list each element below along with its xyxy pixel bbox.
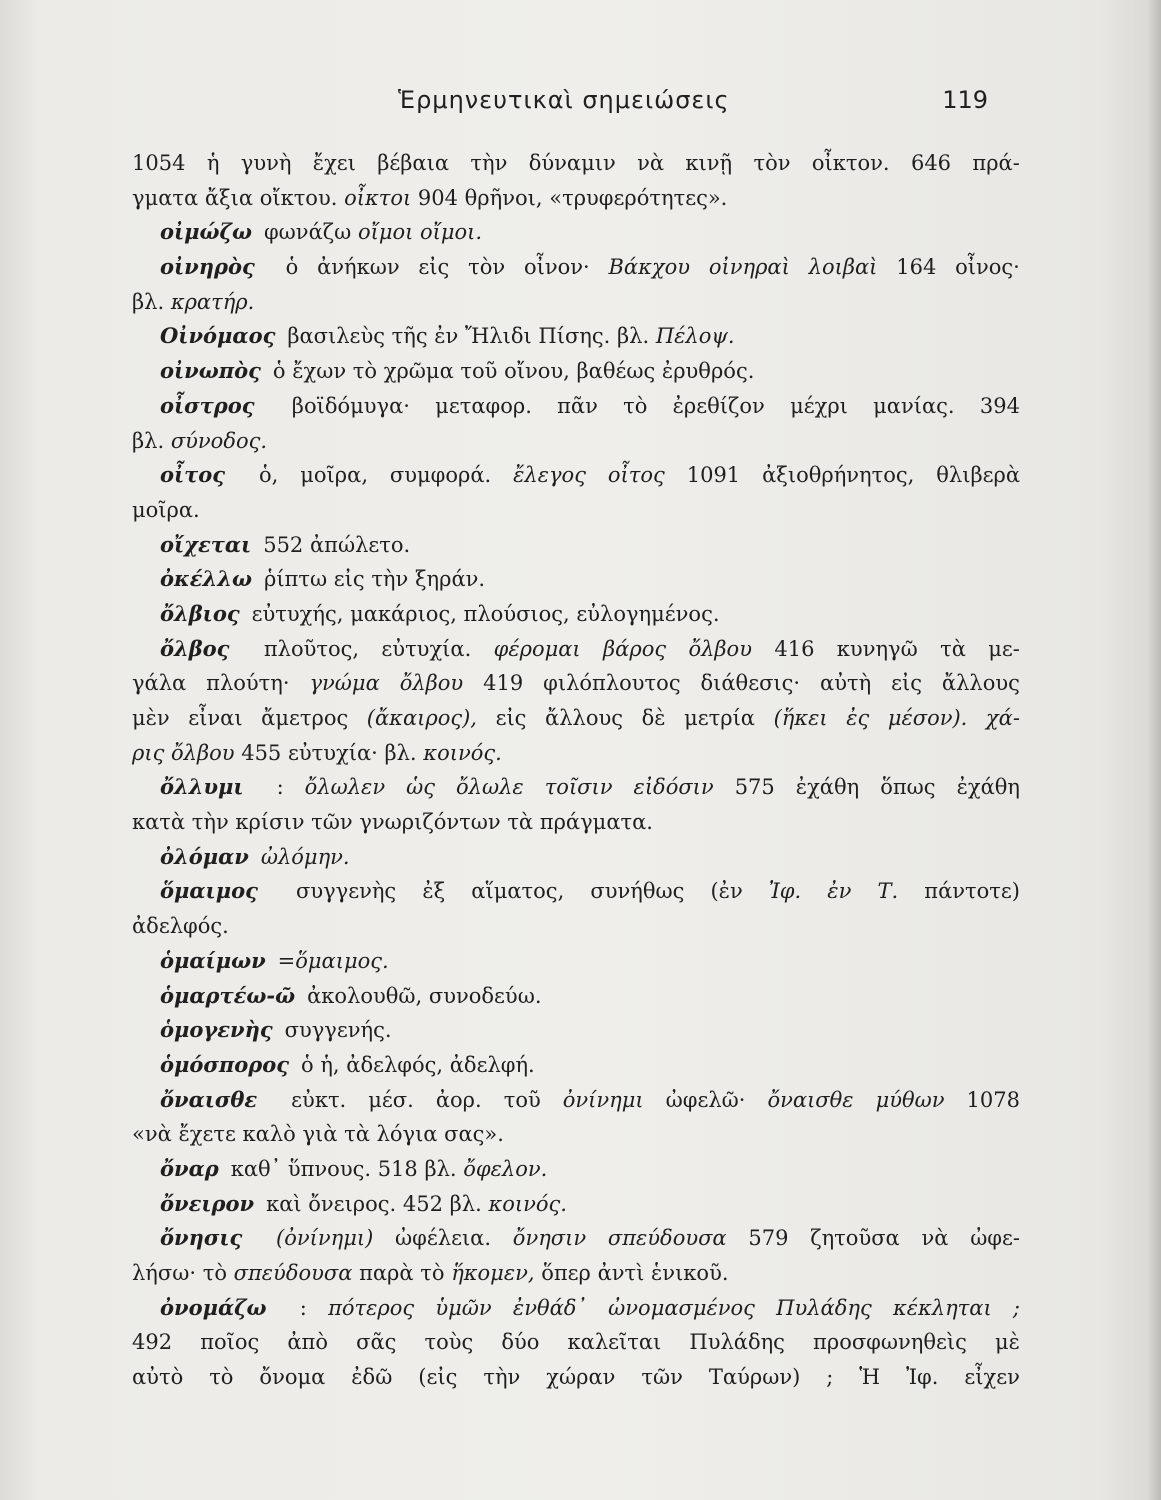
text-word: ὄνομα bbox=[259, 1365, 326, 1390]
text-word: μύθων bbox=[875, 1087, 945, 1112]
text-line bbox=[132, 146, 1020, 181]
headword: οἶστρος bbox=[160, 392, 255, 418]
text-word: ἐρεθίζον bbox=[672, 393, 765, 418]
text-word: μοῖρα, bbox=[300, 463, 368, 488]
text-segment: ῥίπτω εἰς τὴν ξηράν. bbox=[263, 567, 486, 592]
text-line bbox=[132, 1013, 1020, 1048]
text-word: ὠνομασμένος bbox=[608, 1295, 755, 1320]
text-word: πάντοτε) bbox=[924, 879, 1020, 904]
text-word: οἶτος bbox=[607, 463, 665, 488]
text-word: 164 bbox=[896, 255, 937, 280]
text-word: δύο bbox=[501, 1330, 540, 1355]
text-word: (ἐν bbox=[710, 879, 743, 904]
text-line bbox=[132, 215, 1020, 250]
text-word: μέχρι bbox=[790, 393, 848, 418]
text-word: φέρομαι bbox=[493, 636, 581, 661]
text-word: ἔλεγος bbox=[513, 463, 586, 488]
text-word: ἀπὸ bbox=[287, 1330, 329, 1355]
text-line bbox=[132, 1083, 1020, 1118]
text-word: εὐτυχία. bbox=[381, 636, 472, 661]
text-segment: κρατήρ. bbox=[170, 289, 255, 314]
headword: ὄνησις bbox=[160, 1225, 243, 1251]
text-line bbox=[132, 666, 1020, 701]
text-segment: 552 ἀπώλετο. bbox=[263, 532, 411, 557]
text-word: γυνὴ bbox=[240, 151, 292, 175]
text-word: Ἡ bbox=[859, 1365, 881, 1390]
text-line bbox=[132, 1152, 1020, 1187]
text-word: ἐχάθη bbox=[956, 775, 1020, 800]
text-word: συνήθως bbox=[590, 879, 685, 904]
text-word: κέκληται bbox=[892, 1295, 992, 1320]
text-segment: Πέλοψ. bbox=[655, 324, 735, 349]
text-line bbox=[132, 181, 1020, 216]
text-word: 394 bbox=[979, 393, 1020, 418]
text-word: τοῦ bbox=[503, 1087, 541, 1112]
text-word: δὲ bbox=[641, 706, 666, 730]
text-word: 416 bbox=[774, 636, 815, 661]
text-word: τοῖσιν bbox=[544, 775, 613, 800]
text-segment: γματα ἄξια οἴκτου. bbox=[132, 185, 345, 210]
text-word: ; bbox=[826, 1365, 834, 1390]
text-word: αὐτὴ bbox=[820, 671, 872, 696]
text-word: (ὀνίνημι) bbox=[276, 1226, 374, 1251]
running-title: Ἑρμηνευτικαὶ σημειώσεις bbox=[398, 86, 730, 114]
text-segment: εὐτυχής, μακάριος, πλούσιος, εὐλογημένος. bbox=[251, 601, 720, 626]
text-word: ὠφέλεια. bbox=[395, 1226, 492, 1251]
text-line bbox=[132, 805, 1020, 840]
text-word: τὸν bbox=[753, 151, 791, 175]
text-word: ὁ bbox=[285, 255, 299, 280]
text-word: ἀξιοθρήνητος, bbox=[762, 463, 915, 488]
text-word: μετρία bbox=[684, 706, 755, 730]
text-line bbox=[132, 1256, 1020, 1291]
text-word: ἀορ. bbox=[435, 1087, 482, 1112]
text-word: ἐχάθη bbox=[795, 775, 860, 800]
text-word: σπεύδουσα bbox=[607, 1226, 727, 1251]
text-line bbox=[132, 1291, 1020, 1326]
text-segment: σύνοδος. bbox=[170, 428, 268, 453]
text-word: εἶναι bbox=[188, 706, 243, 730]
text-line bbox=[132, 319, 1020, 354]
headword: ὄνειρον bbox=[160, 1190, 255, 1216]
text-word: καλεῖται bbox=[567, 1330, 662, 1355]
text-word: ὄναισθε bbox=[767, 1087, 854, 1112]
text-word: βάρος bbox=[603, 636, 667, 661]
text-word: ἐν bbox=[827, 879, 852, 904]
text-word: ἄμετρος bbox=[261, 706, 349, 730]
text-word: ἐξ bbox=[422, 879, 446, 904]
page-header bbox=[130, 86, 990, 120]
page-number: 119 bbox=[942, 86, 988, 114]
text-segment: κατὰ τὴν κρίσιν τῶν γνωριζόντων τὰ πράγματα. bbox=[132, 810, 653, 835]
text-word: μὲ bbox=[994, 1330, 1020, 1355]
text-word: ὄλωλεν bbox=[304, 775, 386, 800]
text-word: ὠφελῶ· bbox=[665, 1087, 746, 1112]
text-word: τὸ bbox=[209, 1365, 234, 1390]
text-word: μὲν bbox=[132, 706, 170, 730]
text-word: Ἰφ. bbox=[768, 879, 802, 904]
text-segment: λήσω· τὸ bbox=[132, 1261, 234, 1285]
text-segment: 904 θρῆνοι, «τρυφερότητες». bbox=[411, 185, 728, 210]
text-word: ἐς bbox=[846, 706, 870, 730]
text-segment: ἥκομεν, bbox=[451, 1261, 535, 1285]
text-word: ποῖος bbox=[200, 1330, 260, 1355]
text-word: τὸ bbox=[623, 393, 648, 418]
text-word: γάλα bbox=[132, 671, 187, 696]
text-word: τοὺς bbox=[424, 1330, 474, 1355]
text-word: βέβαια bbox=[377, 151, 450, 175]
text-line bbox=[132, 979, 1020, 1014]
text-line bbox=[132, 909, 1020, 944]
text-word: Πυλάδης bbox=[689, 1330, 785, 1355]
text-line bbox=[132, 770, 1020, 805]
text-line bbox=[132, 874, 1020, 909]
text-word: εἰδόσιν bbox=[633, 775, 714, 800]
text-segment: οἴμοι οἴμοι. bbox=[357, 220, 483, 245]
headword: οἰνωπὸς bbox=[160, 358, 261, 384]
text-segment: ὄφελον. bbox=[463, 1156, 548, 1181]
text-line bbox=[132, 424, 1020, 459]
text-word: πᾶν bbox=[557, 393, 598, 418]
text-segment: σπεύδουσα bbox=[233, 1261, 353, 1285]
text-word: χά- bbox=[985, 706, 1020, 730]
headword: ὀκέλλω bbox=[160, 566, 252, 592]
headword: οἰμώζω bbox=[160, 219, 252, 245]
headword: ὁμόσπορος bbox=[160, 1051, 290, 1077]
text-word: εἶχεν bbox=[964, 1365, 1020, 1390]
text-word: Βάκχου bbox=[608, 255, 691, 280]
text-segment: παρὰ τὸ bbox=[352, 1261, 452, 1285]
text-segment: κοινός. bbox=[423, 740, 502, 765]
text-segment: ρις ὄλβου bbox=[132, 740, 235, 765]
text-word: κυνηγῶ bbox=[836, 636, 918, 661]
text-segment: καθ᾽ ὕπνους. 518 βλ. bbox=[230, 1156, 464, 1181]
text-word: ζητοῦσα bbox=[810, 1226, 900, 1251]
text-line bbox=[132, 632, 1020, 667]
text-word: : bbox=[299, 1295, 307, 1320]
text-word: ἐνθάδ᾽ bbox=[512, 1295, 587, 1320]
text-word: ὅπως bbox=[880, 775, 936, 800]
headword: ὄλβιος bbox=[160, 600, 240, 626]
text-word: οἰνηραὶ bbox=[708, 255, 790, 280]
text-line bbox=[132, 1117, 1020, 1152]
text-word: ὡς bbox=[406, 775, 435, 800]
text-segment: ὠλόμην. bbox=[260, 844, 350, 869]
glossary-text bbox=[132, 146, 1020, 1395]
text-segment: βλ. bbox=[132, 428, 171, 453]
text-word: φιλόπλουτος bbox=[543, 671, 681, 696]
text-word: τῶν bbox=[641, 1365, 683, 1390]
text-word: ὄλωλε bbox=[456, 775, 524, 800]
text-word: : bbox=[276, 775, 284, 800]
text-word: μεταφορ. bbox=[435, 393, 532, 418]
text-word: Τ. bbox=[877, 879, 899, 904]
headword: ὄλβος bbox=[160, 635, 230, 661]
text-segment: μοῖρα. bbox=[132, 497, 200, 522]
text-segment: ἀκολουθῶ, συνοδεύω. bbox=[307, 983, 542, 1008]
text-word: ; bbox=[1012, 1295, 1020, 1320]
text-word: μέσ. bbox=[368, 1087, 414, 1112]
text-word: 579 bbox=[748, 1226, 789, 1251]
text-word: δύναμιν bbox=[528, 151, 616, 175]
text-word: ἡ bbox=[206, 151, 220, 175]
text-line bbox=[132, 701, 1020, 736]
text-word: τὴν bbox=[470, 151, 508, 175]
text-word: ὄλβου bbox=[688, 636, 752, 661]
text-line bbox=[132, 354, 1020, 389]
text-word: μέσον). bbox=[887, 706, 968, 730]
text-word: γνώμα bbox=[309, 671, 380, 696]
text-segment: οἶκτοι bbox=[344, 185, 412, 210]
text-word: 492 bbox=[132, 1330, 173, 1355]
headword: ὀλόμαν bbox=[160, 843, 249, 869]
text-word: οἶνον· bbox=[523, 255, 590, 280]
text-word: νὰ bbox=[921, 1226, 949, 1251]
text-word: εὐκτ. bbox=[291, 1087, 347, 1112]
text-word: ὠφε- bbox=[970, 1226, 1020, 1251]
text-word: με- bbox=[988, 636, 1020, 661]
headword: οἶτος bbox=[160, 462, 226, 488]
text-word: 1078 bbox=[966, 1087, 1020, 1112]
text-word: σᾶς bbox=[356, 1330, 397, 1355]
text-segment: βλ. bbox=[132, 289, 171, 314]
text-segment: βασιλεὺς τῆς ἐν Ἤλιδι Πίσης. βλ. bbox=[287, 324, 656, 349]
text-word: ἀνήκων bbox=[317, 255, 400, 280]
text-word: ὄλβου bbox=[399, 671, 464, 696]
text-word: Πυλάδης bbox=[776, 1295, 872, 1320]
text-word: ὁ, bbox=[259, 463, 279, 488]
text-line bbox=[132, 1360, 1020, 1395]
text-segment: ὁ ἔχων τὸ χρῶμα τοῦ οἴνου, βαθέως ἐρυθρός. bbox=[272, 359, 755, 384]
text-word: μανίας. bbox=[873, 393, 955, 418]
headword: οἰνηρὸς bbox=[160, 254, 255, 280]
text-word: νὰ bbox=[637, 151, 665, 175]
text-word: συγγενὴς bbox=[296, 879, 397, 904]
text-line bbox=[132, 285, 1020, 320]
text-line bbox=[132, 562, 1020, 597]
text-word: Ἰφ. bbox=[906, 1365, 939, 1390]
text-segment: καὶ ὄνειρος. 452 βλ. bbox=[266, 1191, 489, 1216]
headword: ὅμαιμος bbox=[160, 878, 258, 904]
text-word: Ταύρων) bbox=[708, 1365, 801, 1390]
text-word: εἰς bbox=[891, 671, 922, 696]
text-word: τὸν bbox=[468, 255, 506, 280]
headword: ὀνομάζω bbox=[160, 1294, 267, 1320]
text-word: ὀνίνημι bbox=[562, 1087, 644, 1112]
text-word: τὴν bbox=[483, 1365, 521, 1390]
text-segment: «νὰ ἔχετε καλὸ γιὰ τὰ λόγια σας». bbox=[132, 1122, 504, 1147]
text-word: (ἄκαιρος), bbox=[366, 706, 477, 730]
text-word: ὄνησιν bbox=[512, 1226, 587, 1251]
text-word: θλιβερὰ bbox=[936, 463, 1020, 488]
text-word: συμφορά. bbox=[389, 463, 492, 488]
text-line bbox=[132, 250, 1020, 285]
text-word: 646 bbox=[910, 151, 952, 175]
text-line bbox=[132, 1325, 1020, 1360]
text-word: ἄλλους bbox=[545, 706, 623, 730]
text-word: τὰ bbox=[940, 636, 966, 661]
text-line bbox=[132, 1221, 1020, 1256]
text-word: χώραν bbox=[546, 1365, 616, 1390]
text-segment: =ὅμαιμος. bbox=[277, 948, 389, 973]
text-line bbox=[132, 840, 1020, 875]
text-word: πλοῦτος, bbox=[263, 636, 360, 661]
text-segment: 455 εὐτυχία· βλ. bbox=[234, 740, 424, 765]
text-segment: κοινός. bbox=[488, 1191, 567, 1216]
text-word: εἰς bbox=[495, 706, 527, 730]
text-word: προσφωνηθεὶς bbox=[813, 1330, 967, 1355]
text-line bbox=[132, 1187, 1020, 1222]
text-line bbox=[132, 944, 1020, 979]
text-word: 575 bbox=[734, 775, 775, 800]
text-line bbox=[132, 493, 1020, 528]
text-line bbox=[132, 458, 1020, 493]
headword: Οἰνόμαος bbox=[160, 323, 276, 349]
text-word: οἶκτον. bbox=[811, 151, 890, 175]
text-word: λοιβαὶ bbox=[808, 255, 878, 280]
text-word: πότερος bbox=[328, 1295, 415, 1320]
text-word: διάθεσις· bbox=[700, 671, 801, 696]
text-line bbox=[132, 736, 1020, 771]
text-word: οἶνος· bbox=[955, 255, 1020, 280]
text-word: (ἥκει bbox=[773, 706, 828, 730]
headword: ὁμαρτέω-ῶ bbox=[160, 982, 296, 1008]
headword: ὄναισθε bbox=[160, 1086, 258, 1112]
text-word: 1091 bbox=[686, 463, 741, 488]
text-segment: ὅπερ ἀντὶ ἑνικοῦ. bbox=[534, 1261, 729, 1285]
headword: ὁμογενὴς bbox=[160, 1017, 273, 1043]
text-word: ἄλλους bbox=[941, 671, 1020, 696]
text-line bbox=[132, 597, 1020, 632]
text-word: ἔχει bbox=[312, 151, 356, 175]
text-line bbox=[132, 1048, 1020, 1083]
text-word: πλούτη· bbox=[206, 671, 290, 696]
headword: ὄναρ bbox=[160, 1155, 219, 1181]
headword: ὁμαίμων bbox=[160, 947, 266, 973]
text-segment: συγγενής. bbox=[284, 1018, 392, 1043]
page-edge-shadow bbox=[1147, 0, 1161, 1500]
text-segment: φωνάζω bbox=[263, 220, 358, 245]
text-word: πρά- bbox=[972, 151, 1020, 175]
text-line bbox=[132, 528, 1020, 563]
text-segment: ἀδελφός. bbox=[132, 914, 229, 939]
text-word: εἰς bbox=[418, 255, 450, 280]
text-word: 419 bbox=[483, 671, 524, 696]
text-word: αὐτὸ bbox=[132, 1365, 184, 1390]
text-word: αἵματος, bbox=[471, 879, 565, 904]
text-word: ἐδῶ bbox=[351, 1365, 393, 1390]
headword: ὄλλυμι bbox=[160, 774, 244, 800]
text-word: βοϊδόμυγα· bbox=[291, 393, 410, 418]
headword: οἴχεται bbox=[160, 531, 252, 557]
text-word: κινῇ bbox=[685, 151, 733, 175]
text-word: (εἰς bbox=[418, 1365, 458, 1390]
text-word: 1054 bbox=[132, 151, 186, 175]
text-word: ὑμῶν bbox=[435, 1295, 492, 1320]
text-line bbox=[132, 389, 1020, 424]
text-segment: ὁ ἡ, ἀδελφός, ἀδελφή. bbox=[301, 1052, 535, 1077]
